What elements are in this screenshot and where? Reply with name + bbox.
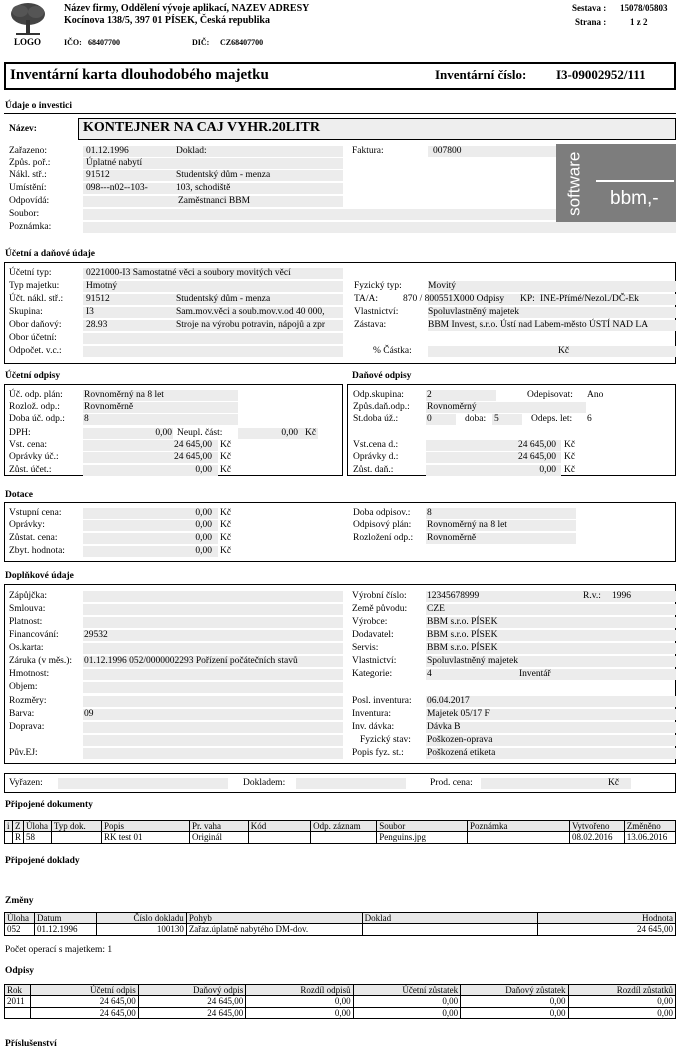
inventura-label: Inventura: [352, 709, 392, 719]
photo-brand-software: software [564, 151, 584, 216]
dopl-left-label: Doprava: [9, 722, 45, 732]
dph-label: DPH: [9, 428, 31, 438]
dan-skup-label: Odp.skupina: [353, 390, 404, 400]
sestava-label: Sestava : [572, 3, 607, 13]
section-odpisy-dan: Daňové odpisy [352, 371, 412, 381]
dopl-left-value: 01.12.1996 052/0000002293 Pořízení počátečních stavů [84, 656, 298, 666]
vyrazen-label: Vyřazen: [9, 778, 43, 788]
fyz-value: Movitý [428, 281, 456, 291]
ico-label: IČO: [64, 38, 82, 47]
dic-value: CZ68407700 [220, 38, 264, 47]
fyz-label: Fyzický typ: [354, 281, 402, 291]
fyzstav-value: Poškozen-oprava [427, 735, 493, 745]
table-header: Rozdíl odpisů [246, 985, 353, 996]
kat-value: 4 [427, 669, 432, 679]
table-row [5, 996, 676, 1007]
nazev-value: KONTEJNER NA CAJ VYHR.20LITR [83, 120, 320, 135]
pct-kc: Kč [558, 346, 570, 356]
section-odpisy: Odpisy [5, 966, 35, 976]
dic-label: DIČ: [192, 38, 210, 47]
zeme-label: Země původu: [352, 604, 408, 614]
skupina-name: Sam.mov.věci a soub.mov.v.od 40 000, [176, 307, 325, 317]
zeme-value: CZE [427, 604, 445, 614]
vyrobni-label: Výrobní číslo: [352, 591, 407, 601]
umisteni-value: 098---n02--103- [86, 183, 148, 193]
vyrobce-label: Výrobce: [352, 617, 388, 627]
dan-opr-label: Oprávky d.: [353, 452, 399, 462]
dan-doba-label: doba: [465, 414, 487, 424]
table-header: Rozdíl zůstatků [568, 985, 675, 996]
dopl-left-label: Smlouva: [9, 604, 46, 614]
skupina-label: Skupina: [9, 307, 43, 317]
ucnakl-value: 91512 [86, 294, 110, 304]
neupl-kc: Kč [305, 428, 317, 438]
table-cell: 2011 [5, 996, 31, 1007]
fyzstav-label: Fyzický stav: [360, 735, 411, 745]
inv-number-label: Inventární číslo: [435, 67, 527, 82]
zust-label: Zůst. účet.: [9, 465, 52, 475]
company-address: Kocínova 138/5, 397 01 PÍSEK, Česká republika [64, 15, 270, 26]
table-header: Soubor [377, 821, 468, 832]
davka-label: Inv. dávka: [352, 722, 395, 732]
prodcena-label: Prod. cena: [430, 778, 473, 788]
section-ucetni: Účetní a daňové údaje [5, 249, 95, 259]
dokladem-label: Dokladem: [243, 778, 286, 788]
table-cell: RK test 01 [102, 832, 190, 843]
kat-name: Inventář [519, 669, 551, 679]
doba-value: 8 [84, 414, 89, 424]
asset-photo [556, 144, 676, 222]
odpisy-table [4, 984, 676, 1019]
table-cell [468, 832, 570, 843]
section-dokumenty: Připojené dokumenty [5, 800, 93, 810]
dot-rozloz-label: Rozložení odp.: [353, 533, 414, 543]
zarazeno-value: 01.12.1996 [86, 146, 129, 156]
taa-value: 870 / 800551X000 Odpisy [403, 294, 505, 304]
dan-zpus-label: Způs.daň.odp.: [353, 402, 410, 412]
ico-value: 68407700 [88, 38, 120, 47]
table-cell: 0,00 [246, 996, 353, 1007]
kat-label: Kategorie: [352, 669, 393, 679]
tree-logo-icon [8, 2, 48, 36]
doba-label: Doba úč. odp.: [9, 414, 65, 424]
ucplan-value: Rovnoměrný na 8 let [84, 390, 164, 400]
typmaj-label: Typ majetku: [9, 281, 60, 291]
table-cell: 0,00 [461, 996, 568, 1007]
nakl-name: Studentský dům - menza [176, 170, 271, 180]
vyrobce-value: BBM s.r.o. PÍSEK [427, 617, 498, 627]
dot-zust-kc: Kč [220, 533, 232, 543]
dopl-vlast-value: Spoluvlastněný majetek [427, 656, 519, 666]
odpocet-label: Odpočet. v.c.: [9, 346, 62, 356]
vlast-label: Vlastnictví: [354, 307, 399, 317]
dan-zust-value: 0,00 [539, 465, 556, 475]
dot-vst-kc: Kč [220, 508, 232, 518]
table-cell: 13.06.2016 [624, 832, 675, 843]
table-cell: 24 645,00 [31, 1007, 138, 1018]
inventura-value: Majetek 05/17 F [427, 709, 490, 719]
dopl-left-label: Os.karta: [9, 643, 44, 653]
dopl-left-label: Objem: [9, 682, 38, 692]
zmeny-table [4, 912, 676, 936]
company-name: Název firmy, Oddělení vývoje aplikací, NAZEV ADRESY [64, 3, 310, 14]
dot-zbyt-label: Zbyt. hodnota: [9, 546, 65, 556]
photo-brand-bbm: bbm,- [610, 188, 659, 209]
table-cell: 24 645,00 [538, 924, 676, 935]
nakl-label: Nákl. stř.: [9, 170, 47, 180]
zpus-value: Úplatné nabytí [86, 158, 143, 168]
obor-value: 28.93 [86, 320, 108, 330]
opr-label: Oprávky úč.: [9, 452, 59, 462]
dopl-left-label: Hmotnost: [9, 669, 50, 679]
logo [8, 2, 48, 46]
table-header: Změněno [624, 821, 675, 832]
table-cell [362, 924, 538, 935]
oborucetni-label: Obor účetní: [9, 333, 57, 343]
dan-zpus-value: Rovnoměrný [427, 402, 477, 412]
table-header: Vytvořeno [569, 821, 624, 832]
vst-value: 24 645,00 [174, 440, 212, 450]
table-cell: 0,00 [568, 1007, 675, 1018]
davka-value: Dávka B [427, 722, 461, 732]
zastava-value: BBM Invest, s.r.o. Ústí nad Labem-město ÚSTÍ NAD LA [428, 320, 649, 330]
ucnakl-name: Studentský dům - menza [176, 294, 271, 304]
table-cell: 08.02.2016 [569, 832, 624, 843]
table-header: Poznámka [468, 821, 570, 832]
table-header: Typ dok. [51, 821, 101, 832]
table-cell [311, 832, 377, 843]
dan-vst-kc: Kč [564, 440, 576, 450]
umisteni-name: 103, schodiště [176, 183, 231, 193]
vst-kc: Kč [220, 440, 232, 450]
dot-doba-value: 8 [427, 508, 432, 518]
page-title: Inventární karta dlouhodobého majetku [10, 67, 269, 83]
section-prislusenstvi: Příslušenství [5, 1039, 57, 1049]
dot-opr-label: Oprávky: [9, 520, 45, 530]
dodavatel-label: Dodavatel: [352, 630, 394, 640]
table-cell: 0,00 [568, 996, 675, 1007]
table-cell: Originál [190, 832, 249, 843]
servis-value: BBM s.r.o. PÍSEK [427, 643, 498, 653]
dot-zust-value: 0,00 [195, 533, 212, 543]
dopl-vlast-label: Vlastnictví: [352, 656, 397, 666]
dot-plan-label: Odpisový plán: [353, 520, 412, 530]
dot-zbyt-kc: Kč [220, 546, 232, 556]
dopl-left-label: Záruka (v měs.): [9, 656, 73, 666]
kp-value: INE-Přímé/Nezol./DČ-Ek [540, 294, 639, 304]
section-investice: Údaje o investici [5, 101, 73, 111]
dot-zbyt-value: 0,00 [195, 546, 212, 556]
dopl-left-label: Platnost: [9, 617, 43, 627]
dan-opr-kc: Kč [564, 452, 576, 462]
dot-opr-kc: Kč [220, 520, 232, 530]
table-header: Popis [102, 821, 190, 832]
stdoba-value: 0 [427, 414, 432, 424]
zust-kc: Kč [220, 465, 232, 475]
table-cell: Penguins.jpg [377, 832, 468, 843]
zarazeno-label: Zařazeno: [9, 146, 47, 156]
dopl-left-label: Barva: [9, 709, 35, 719]
dan-vst-label: Vst.cena d.: [353, 440, 399, 450]
neupl-label: Neupl. část: [177, 428, 223, 438]
table-header: Kód [248, 821, 310, 832]
soubor-label: Soubor: [9, 209, 40, 219]
taa-label: TA/A: [354, 294, 379, 304]
rozloz-label: Rozlož. odp.: [9, 402, 60, 412]
dot-plan-value: Rovnoměrný na 8 let [427, 520, 507, 530]
kp-label: KP: [520, 294, 535, 304]
posl-value: 06.04.2017 [427, 696, 470, 706]
dan-zust-kc: Kč [564, 465, 576, 475]
table-cell: 100130 [96, 924, 186, 935]
zpus-label: Způs. poř.: [9, 158, 51, 168]
table-cell: 052 [5, 924, 35, 935]
skupina-value: I3 [86, 307, 94, 317]
vst-label: Vst. cena: [9, 440, 47, 450]
dopl-left-label: Zápůjčka: [9, 591, 47, 601]
servis-label: Servis: [352, 643, 379, 653]
table-row [5, 1007, 676, 1018]
obor-label: Obor daňový: [9, 320, 62, 330]
opr-value: 24 645,00 [174, 452, 212, 462]
rozloz-value: Rovnoměrně [84, 402, 134, 412]
table-cell: R [12, 832, 23, 843]
table-cell: 24 645,00 [31, 996, 138, 1007]
umisteni-label: Umístění: [9, 183, 47, 193]
vlast-value: Spoluvlastněný majetek [428, 307, 520, 317]
table-cell: 0,00 [353, 1007, 460, 1018]
ucnakl-label: Účt. nákl. stř.: [9, 294, 64, 304]
table-header: Účetní odpis [31, 985, 138, 996]
dan-doba-value: 5 [494, 414, 499, 424]
table-row [5, 832, 676, 843]
table-header: Daňový odpis [138, 985, 245, 996]
table-cell: 24 645,00 [138, 996, 245, 1007]
poznamka-label: Poznámka: [9, 222, 52, 232]
table-cell [5, 1007, 31, 1018]
table-cell: 58 [23, 832, 51, 843]
section-odpisy-uc: Účetní odpisy [5, 371, 61, 381]
dan-skup-value: 2 [427, 390, 432, 400]
prodcena-kc: Kč [608, 778, 620, 788]
table-header: Datum [34, 913, 96, 924]
faktura-value: 007800 [433, 146, 462, 156]
rv-label: R.v.: [583, 591, 601, 601]
table-header: Z [12, 821, 23, 832]
obor-name: Stroje na výrobu potravin, nápojů a zpr [176, 320, 326, 330]
strana-value: 1 z 2 [630, 17, 648, 27]
nakl-value: 91512 [86, 170, 110, 180]
odepisovat-label: Odepisovat: [527, 390, 573, 400]
dopl-left-label: Pův.EJ: [9, 748, 38, 758]
posl-label: Posl. inventura: [352, 696, 412, 706]
table-cell [248, 832, 310, 843]
ucplan-label: Úč. odp. plán: [9, 390, 63, 400]
dopl-left-value: 09 [84, 709, 94, 719]
rv-value: 1996 [612, 591, 631, 601]
dot-opr-value: 0,00 [195, 520, 212, 530]
odepisovat-value: Ano [587, 390, 604, 400]
section-zmeny: Změny [5, 896, 34, 906]
logo-label: LOGO [14, 37, 42, 47]
typmaj-value: Hmotný [86, 281, 118, 291]
table-cell: 24 645,00 [138, 1007, 245, 1018]
table-header: i [5, 821, 13, 832]
dodavatel-value: BBM s.r.o. PÍSEK [427, 630, 498, 640]
dan-vst-value: 24 645,00 [518, 440, 556, 450]
strana-label: Strana : [575, 17, 607, 27]
table-header: Úloha [5, 913, 35, 924]
odpovida-label: Odpovídá: [9, 196, 50, 206]
table-cell [51, 832, 101, 843]
table-cell: 01.12.1996 [34, 924, 96, 935]
dot-zust-label: Zůstat. cena: [9, 533, 58, 543]
table-header: Daňový zůstatek [461, 985, 568, 996]
dan-zust-label: Zůst. daň.: [353, 465, 394, 475]
pocet-operaci: Počet operací s majetkem: 1 [5, 945, 113, 955]
table-header: Pr. vaha [190, 821, 249, 832]
table-header: Účetní zůstatek [353, 985, 460, 996]
stdoba-label: St.doba úž.: [353, 414, 399, 424]
dot-vst-label: Vstupní cena: [9, 508, 62, 518]
table-header: Doklad [362, 913, 538, 924]
table-header: Číslo dokladu [96, 913, 186, 924]
dot-vst-value: 0,00 [195, 508, 212, 518]
dokumenty-table [4, 820, 676, 844]
table-cell: Zařaz.úplatně nabytého DM-dov. [186, 924, 362, 935]
doklad-label: Doklad: [176, 146, 207, 156]
vyrobni-value: 12345678999 [427, 591, 480, 601]
odeps-label: Odeps. let: [531, 414, 573, 424]
table-cell: 0,00 [246, 1007, 353, 1018]
section-dotace: Dotace [5, 490, 33, 500]
inv-number: I3-09002952/111 [556, 67, 646, 82]
dopl-left-label: Financování: [9, 630, 59, 640]
nazev-label: Název: [9, 124, 37, 134]
dopl-left-label: Rozměry: [9, 696, 47, 706]
sestava-value: 15078/05803 [620, 3, 668, 13]
table-cell: 0,00 [461, 1007, 568, 1018]
table-header: Rok [5, 985, 31, 996]
faktura-label: Faktura: [352, 146, 384, 156]
odeps-value: 6 [587, 414, 592, 424]
table-row [5, 924, 676, 935]
table-cell: 0,00 [353, 996, 460, 1007]
section-doplnkove: Doplňkové údaje [5, 571, 74, 581]
dot-doba-label: Doba odpisov.: [353, 508, 411, 518]
opr-kc: Kč [220, 452, 232, 462]
table-header: Pohyb [186, 913, 362, 924]
dot-rozloz-value: Rovnoměrně [427, 533, 477, 543]
pct-label: % Částka: [373, 346, 412, 356]
popis-value: Poškozená etiketa [427, 748, 496, 758]
ucetni-typ-value: 0221000-I3 Samostatné věci a soubory movitých věcí [86, 268, 291, 278]
zastava-label: Zástava: [354, 320, 387, 330]
neupl-value: 0,00 [281, 428, 298, 438]
dph-value: 0,00 [155, 428, 172, 438]
table-cell [5, 832, 13, 843]
table-header: Hodnota [538, 913, 676, 924]
popis-label: Popis fyz. st.: [352, 748, 404, 758]
ucetni-typ-label: Účetní typ: [9, 268, 52, 278]
zust-value: 0,00 [195, 465, 212, 475]
odpovida-value: Zaměstnanci BBM [178, 196, 251, 206]
section-doklady: Připojené doklady [5, 856, 80, 866]
dopl-left-value: 29532 [84, 630, 108, 640]
table-header: Úloha [23, 821, 51, 832]
table-header: Odp. záznam [311, 821, 377, 832]
dan-opr-value: 24 645,00 [518, 452, 556, 462]
